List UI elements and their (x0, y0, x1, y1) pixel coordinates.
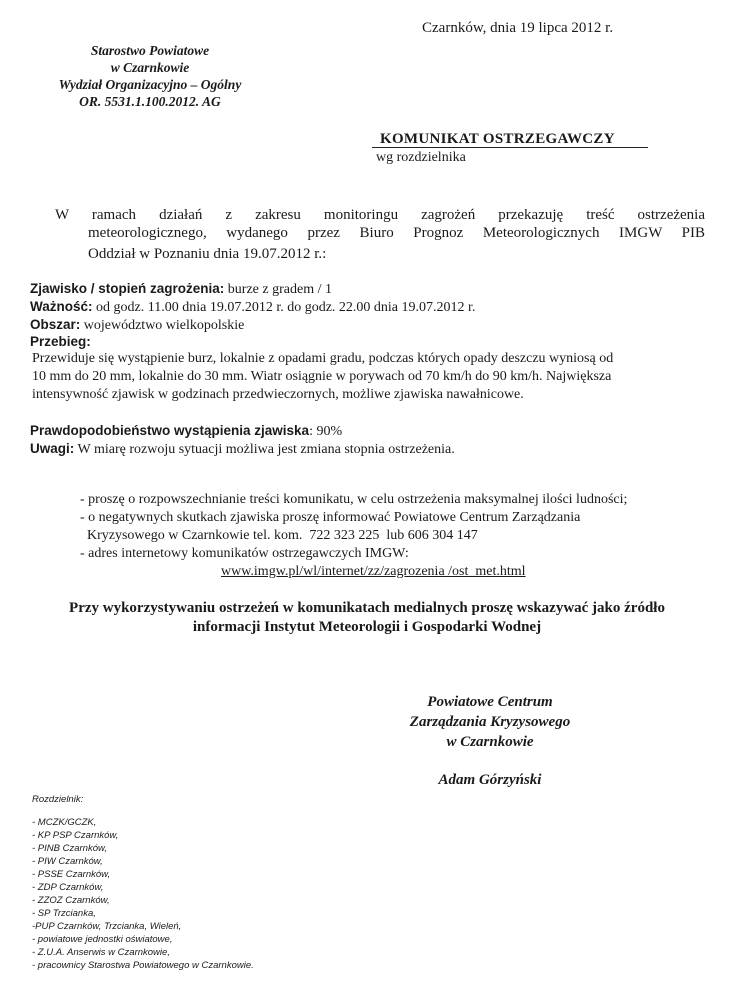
place-and-date: Czarnków, dnia 19 lipca 2012 r. (422, 20, 614, 36)
note-line: - adres internetowy komunikatów ostrzegawczych IMGW: (80, 546, 409, 561)
media-notice-line: informacji Instytut Meteorologii i Gospodarki Wodnej (192, 619, 542, 635)
distribution-heading: Rozdzielnik: (32, 794, 84, 805)
intro-line: W ramach działań z zakresu monitoringu zagrożeń przekazuję treść ostrzeżenia (55, 207, 705, 223)
signatory-name: Adam Górzyński (438, 772, 542, 788)
distribution-item: - ZDP Czarnków, (32, 882, 104, 893)
document-title: KOMUNIKAT OSTRZEGAWCZY (380, 131, 615, 147)
note-line: Kryzysowego w Czarnkowie tel. kom. 722 323 225 lub 606 304 147 (80, 528, 478, 543)
field-uwagi (30, 441, 455, 458)
distribution-item: - PINB Czarnków, (32, 843, 107, 854)
field-przebieg (30, 334, 91, 351)
field-label: Zjawisko / stopień zagrożenia: (30, 281, 225, 296)
intro-line: Oddział w Poznaniu dnia 19.07.2012 r.: (88, 246, 327, 262)
reference-number: OR. 5531.1.100.2012. AG (79, 94, 221, 109)
field-label: Uwagi: (30, 441, 75, 456)
field-value: W miarę rozwoju sytuacji możliwa jest zmiana stopnia ostrzeżenia. (74, 442, 455, 457)
signature-line: Zarządzania Kryzysowego (409, 714, 571, 730)
distribution-item: - PSSE Czarnków, (32, 869, 111, 880)
media-notice-line: Przy wykorzystywaniu ostrzeżeń w komunikatach medialnych proszę wskazywać jako źródło (69, 600, 665, 616)
distribution-item: -PUP Czarnków, Trzcianka, Wieleń, (32, 921, 182, 932)
field-label: Ważność: (30, 299, 93, 314)
field-obszar (30, 317, 244, 334)
intro-line: meteorologicznego, wydanego przez Biuro Prognoz Meteorologicznych IMGW PIB (88, 225, 705, 241)
office-line: Starostwo Powiatowe (90, 43, 210, 58)
distribution-item: - PIW Czarnków, (32, 856, 103, 867)
signature-line: w Czarnkowie (446, 734, 534, 750)
distribution-list (32, 816, 254, 972)
note-line: - proszę o rozpowszechnianie treści komunikatu, w celu ostrzeżenia maksymalnej ilości ludności; (80, 492, 628, 507)
document-subtitle: wg rozdzielnika (376, 150, 466, 165)
field-value: województwo wielkopolskie (80, 318, 245, 333)
title-underline (372, 147, 648, 148)
distribution-item: - powiatowe jednostki oświatowe, (32, 934, 173, 945)
distribution-item: - MCZK/GCZK, (32, 817, 97, 828)
issuing-office-block (30, 42, 270, 110)
distribution-item: - KP PSP Czarnków, (32, 830, 119, 841)
przebieg-line: Przewiduje się wystąpienie burz, lokalnie z opadami gradu, podczas których opady deszczu wyniosą od (32, 351, 614, 366)
przebieg-line: intensywność zjawisk w godzinach przedwieczornych, możliwe zjawiska nawałnicowe. (32, 387, 524, 402)
field-value: burze z gradem / 1 (224, 282, 332, 297)
field-zjawisko (30, 281, 332, 298)
field-prawdopodobienstwo (30, 423, 342, 440)
przebieg-line: 10 mm do 20 mm, lokalnie do 30 mm. Wiatr osiągnie w porywach od 70 km/h do 90 km/h. Największa (32, 369, 612, 384)
field-label: Obszar: (30, 317, 81, 332)
field-label: Przebieg: (30, 334, 91, 349)
imgw-warnings-link[interactable]: www.imgw.pl/wl/internet/zz/zagrozenia /ost_met.html (221, 564, 526, 579)
distribution-item: - pracownicy Starostwa Powiatowego w Czarnkowie. (32, 960, 254, 971)
field-value: od godz. 11.00 dnia 19.07.2012 r. do godz. 22.00 dnia 19.07.2012 r. (92, 300, 476, 315)
field-waznosc (30, 299, 475, 316)
office-line: w Czarnkowie (110, 60, 190, 75)
distribution-item: - Z.U.A. Anserwis w Czarnkowie, (32, 947, 170, 958)
note-line: - o negatywnych skutkach zjawiska proszę informować Powiatowe Centrum Zarządzania (80, 510, 581, 525)
office-line: Wydział Organizacyjno – Ogólny (58, 77, 242, 92)
distribution-item: - SP Trzcianka, (32, 908, 96, 919)
distribution-item: - ZZOZ Czarnków, (32, 895, 110, 906)
field-label: Prawdopodobieństwo wystąpienia zjawiska (30, 423, 310, 438)
signature-line: Powiatowe Centrum (427, 694, 553, 710)
field-value: : 90% (309, 424, 343, 439)
